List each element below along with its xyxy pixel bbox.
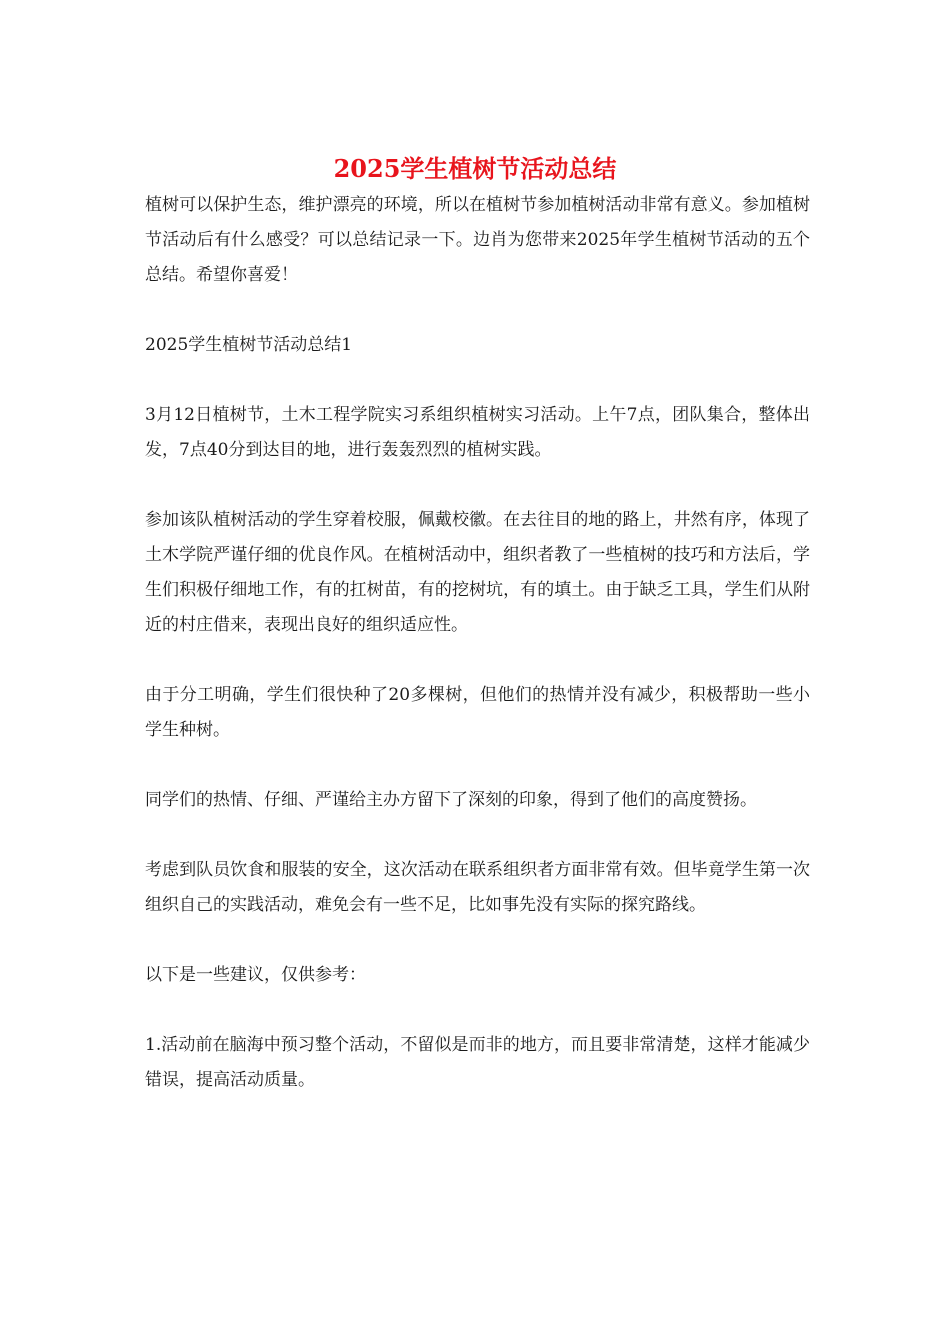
paragraph: 同学们的热情、仔细、严谨给主办方留下了深刻的印象，得到了他们的高度赞扬。 [145,790,757,810]
list-item: 1.活动前在脑海中预习整个活动，不留似是而非的地方，而且要非常清楚，这样才能减少错误，提高活动质量。 [145,1035,810,1090]
paragraph: 以下是一些建议，仅供参考： [145,965,366,985]
paragraph: 参加该队植树活动的学生穿着校服，佩戴校徽。在去往目的地的路上，井然有序，体现了土木学院严谨仔细的优良作风。在植树活动中，组织者教了一些植树的技巧和方法后，学生们积极仔细地工作，有的扛树苗，有的挖树坑，有的填土。由于缺乏工具，学生们从附近的村庄借来，表现出良好的组织适应性。 [145,510,810,635]
paragraph: 由于分工明确，学生们很快种了20多棵树，但他们的热情并没有减少，积极帮助一些小学生种树。 [145,685,810,740]
intro-paragraph: 植树可以保护生态，维护漂亮的环境，所以在植树节参加植树活动非常有意义。参加植树节活动后有什么感受？可以总结记录一下。边肖为您带来2025年学生植树节活动的五个总结。希望你喜爱！ [145,195,810,285]
paragraph: 考虑到队员饮食和服装的安全，这次活动在联系组织者方面非常有效。但毕竟学生第一次组织自己的实践活动，难免会有一些不足，比如事先没有实际的探究路线。 [145,860,810,915]
document-title: 2025学生植树节活动总结 [333,154,617,183]
paragraph: 3月12日植树节，土木工程学院实习系组织植树实习活动。上午7点，团队集合，整体出发，7点40分到达目的地，进行轰轰烈烈的植树实践。 [145,405,810,460]
document-body [145,188,810,1133]
section-heading: 2025学生植树节活动总结1 [145,335,353,355]
